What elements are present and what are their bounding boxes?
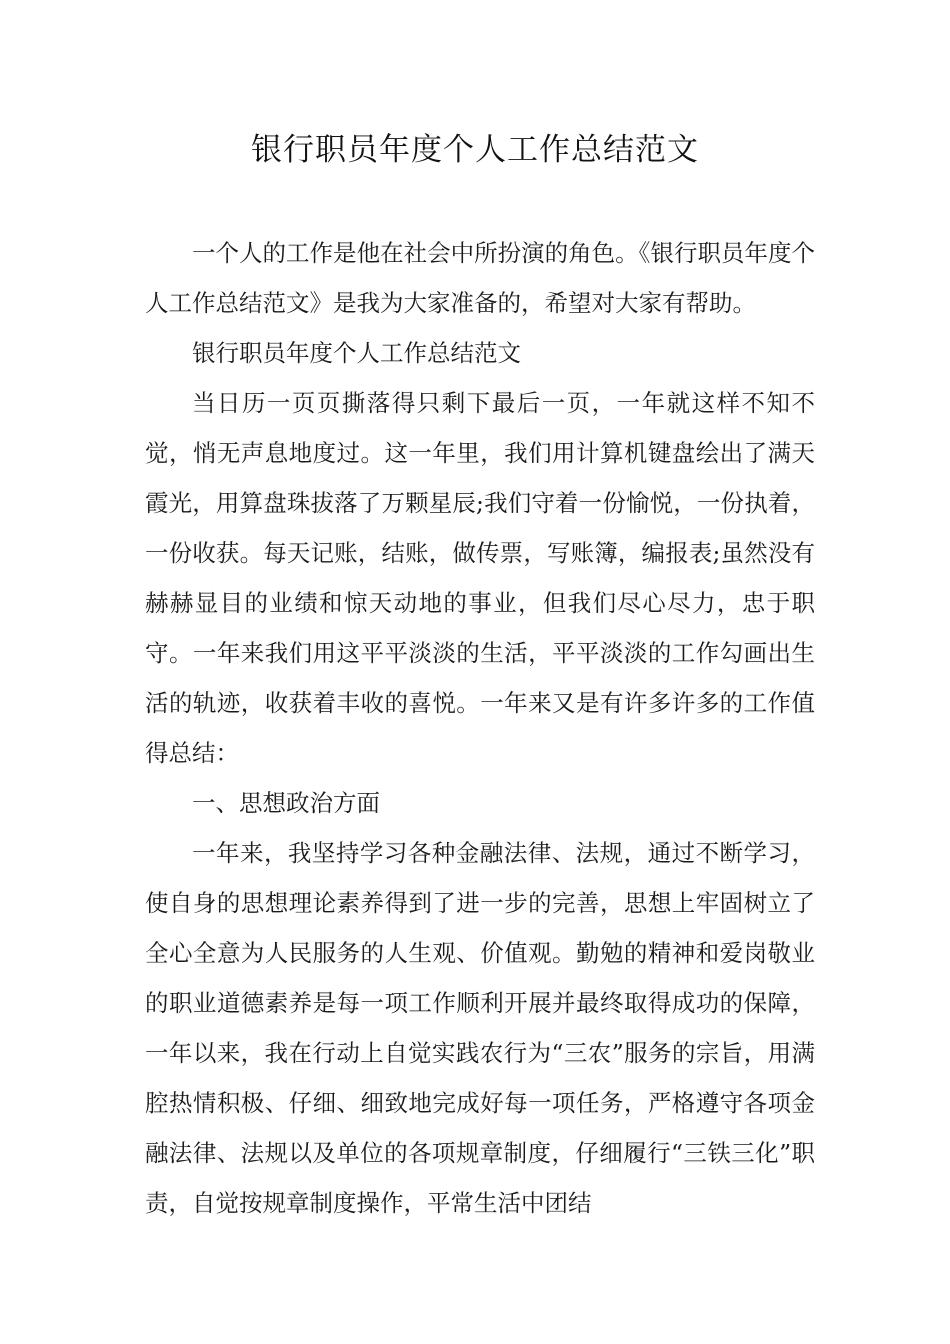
document-body — [145, 228, 815, 1228]
section-heading-ideology: 一、思想政治方面 — [192, 789, 380, 817]
subtitle-paragraph: 银行职员年度个人工作总结范文 — [192, 339, 521, 367]
intro-paragraph: 一个人的工作是他在社会中所扮演的角色。《银行职员年度个人工作总结范文》是我为大家准备的，希望对大家有帮助。 — [145, 239, 815, 317]
body-paragraph-year-review: 当日历一页页撕落得只剩下最后一页，一年就这样不知不觉，悄无声息地度过。这一年里，我们用计算机键盘绘出了满天霞光，用算盘珠拔落了万颗星辰;我们守着一份愉悦，一份执着，一份收获。每天记账，结账，做传票，写账簿，编报表;虽然没有赫赫显目的业绩和惊天动地的事业，但我们尽心尽力，忠于职守。一年来我们用这平平淡淡的生活，平平淡淡的工作勾画出生活的轨迹，收获着丰收的喜悦。一年来又是有许多许多的工作值得总结： — [145, 389, 815, 767]
body-paragraph-ideology: 一年来，我坚持学习各种金融法律、法规，通过不断学习，使自身的思想理论素养得到了进一步的完善，思想上牢固树立了全心全意为人民服务的人生观、价值观。勤勉的精神和爱岗敬业的职业道德素养是每一项工作顺利开展并最终取得成功的保障，一年以来，我在行动上自觉实践农行为“三农”服务的宗旨，用满腔热情积极、仔细、细致地完成好每一项任务，严格遵守各项金融法律、法规以及单位的各项规章制度，仔细履行“三铁三化”职责，自觉按规章制度操作，平常生活中团结 — [145, 839, 815, 1217]
document-title: 银行职员年度个人工作总结范文 — [251, 132, 699, 168]
